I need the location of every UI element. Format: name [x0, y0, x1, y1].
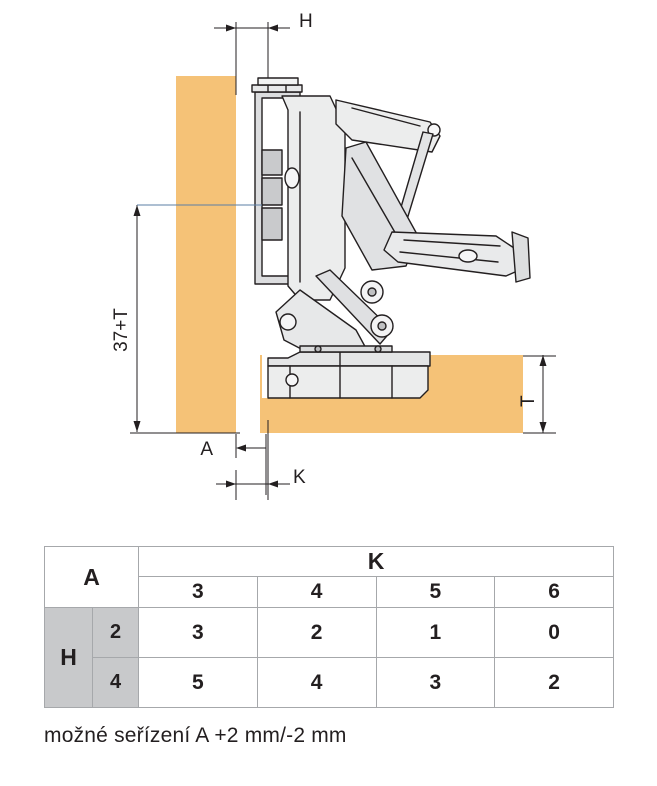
- dim-label-t: T: [518, 395, 539, 407]
- table-row: [45, 608, 614, 658]
- dimension-t: [523, 355, 556, 433]
- baseplate-cam-1: [315, 346, 321, 352]
- table-cell-r1c1: 3: [139, 608, 258, 658]
- table-row: [45, 658, 614, 708]
- baseplate-screw-hole: [286, 374, 298, 386]
- hinge-flap-arm: [384, 232, 524, 276]
- hinge-cup-flange: [252, 85, 302, 92]
- adjustment-note: možné seřízení A +2 mm/-2 mm: [44, 724, 347, 747]
- table-col-k-3: 5: [376, 577, 495, 608]
- table-top-label: K: [139, 547, 614, 577]
- hinge-cup-inner-2: [262, 178, 282, 205]
- dim-label-k: K: [293, 467, 306, 488]
- pivot-lower-mid-hub: [378, 322, 386, 330]
- table-row-h-value-2: 4: [93, 658, 139, 708]
- hinge-assembly: [252, 78, 530, 398]
- pivot-mid-hub: [368, 288, 376, 296]
- flap-arm-slot: [459, 250, 477, 262]
- arm-main-slot: [285, 168, 299, 188]
- hinge-top-tab: [258, 78, 298, 85]
- table-corner-label: A: [45, 547, 139, 608]
- dim-label-a: A: [200, 439, 213, 460]
- table-header-row-1: [45, 547, 614, 577]
- hinge-arm-main: [282, 96, 345, 300]
- pivot-lower-left: [280, 314, 296, 330]
- table-cell-r1c4: 0: [495, 608, 614, 658]
- hinge-cup-inner-3: [262, 208, 282, 240]
- table-col-k-2: 4: [257, 577, 376, 608]
- hinge-cup-inner-1: [262, 150, 282, 175]
- spec-table: [44, 546, 614, 708]
- dimension-a: [236, 434, 266, 495]
- table-row-h-value-1: 2: [93, 608, 139, 658]
- table-cell-r2c4: 2: [495, 658, 614, 708]
- table-cell-r2c2: 4: [257, 658, 376, 708]
- panel-vertical: [176, 76, 236, 433]
- dim-label-37t: 37+T: [111, 308, 132, 352]
- baseplate-top-flange: [268, 352, 430, 366]
- table-side-label-h: H: [45, 608, 93, 708]
- table-col-k-4: 6: [495, 577, 614, 608]
- table-col-k-1: 3: [139, 577, 258, 608]
- table-cell-r2c1: 5: [139, 658, 258, 708]
- spec-table-wrap: [44, 546, 614, 708]
- table-cell-r2c3: 3: [376, 658, 495, 708]
- table-cell-r1c3: 1: [376, 608, 495, 658]
- flap-arm-endcap: [512, 232, 530, 282]
- baseplate-cam-2: [375, 346, 381, 352]
- dim-label-h-top: H: [299, 11, 313, 32]
- table-cell-r1c2: 2: [257, 608, 376, 658]
